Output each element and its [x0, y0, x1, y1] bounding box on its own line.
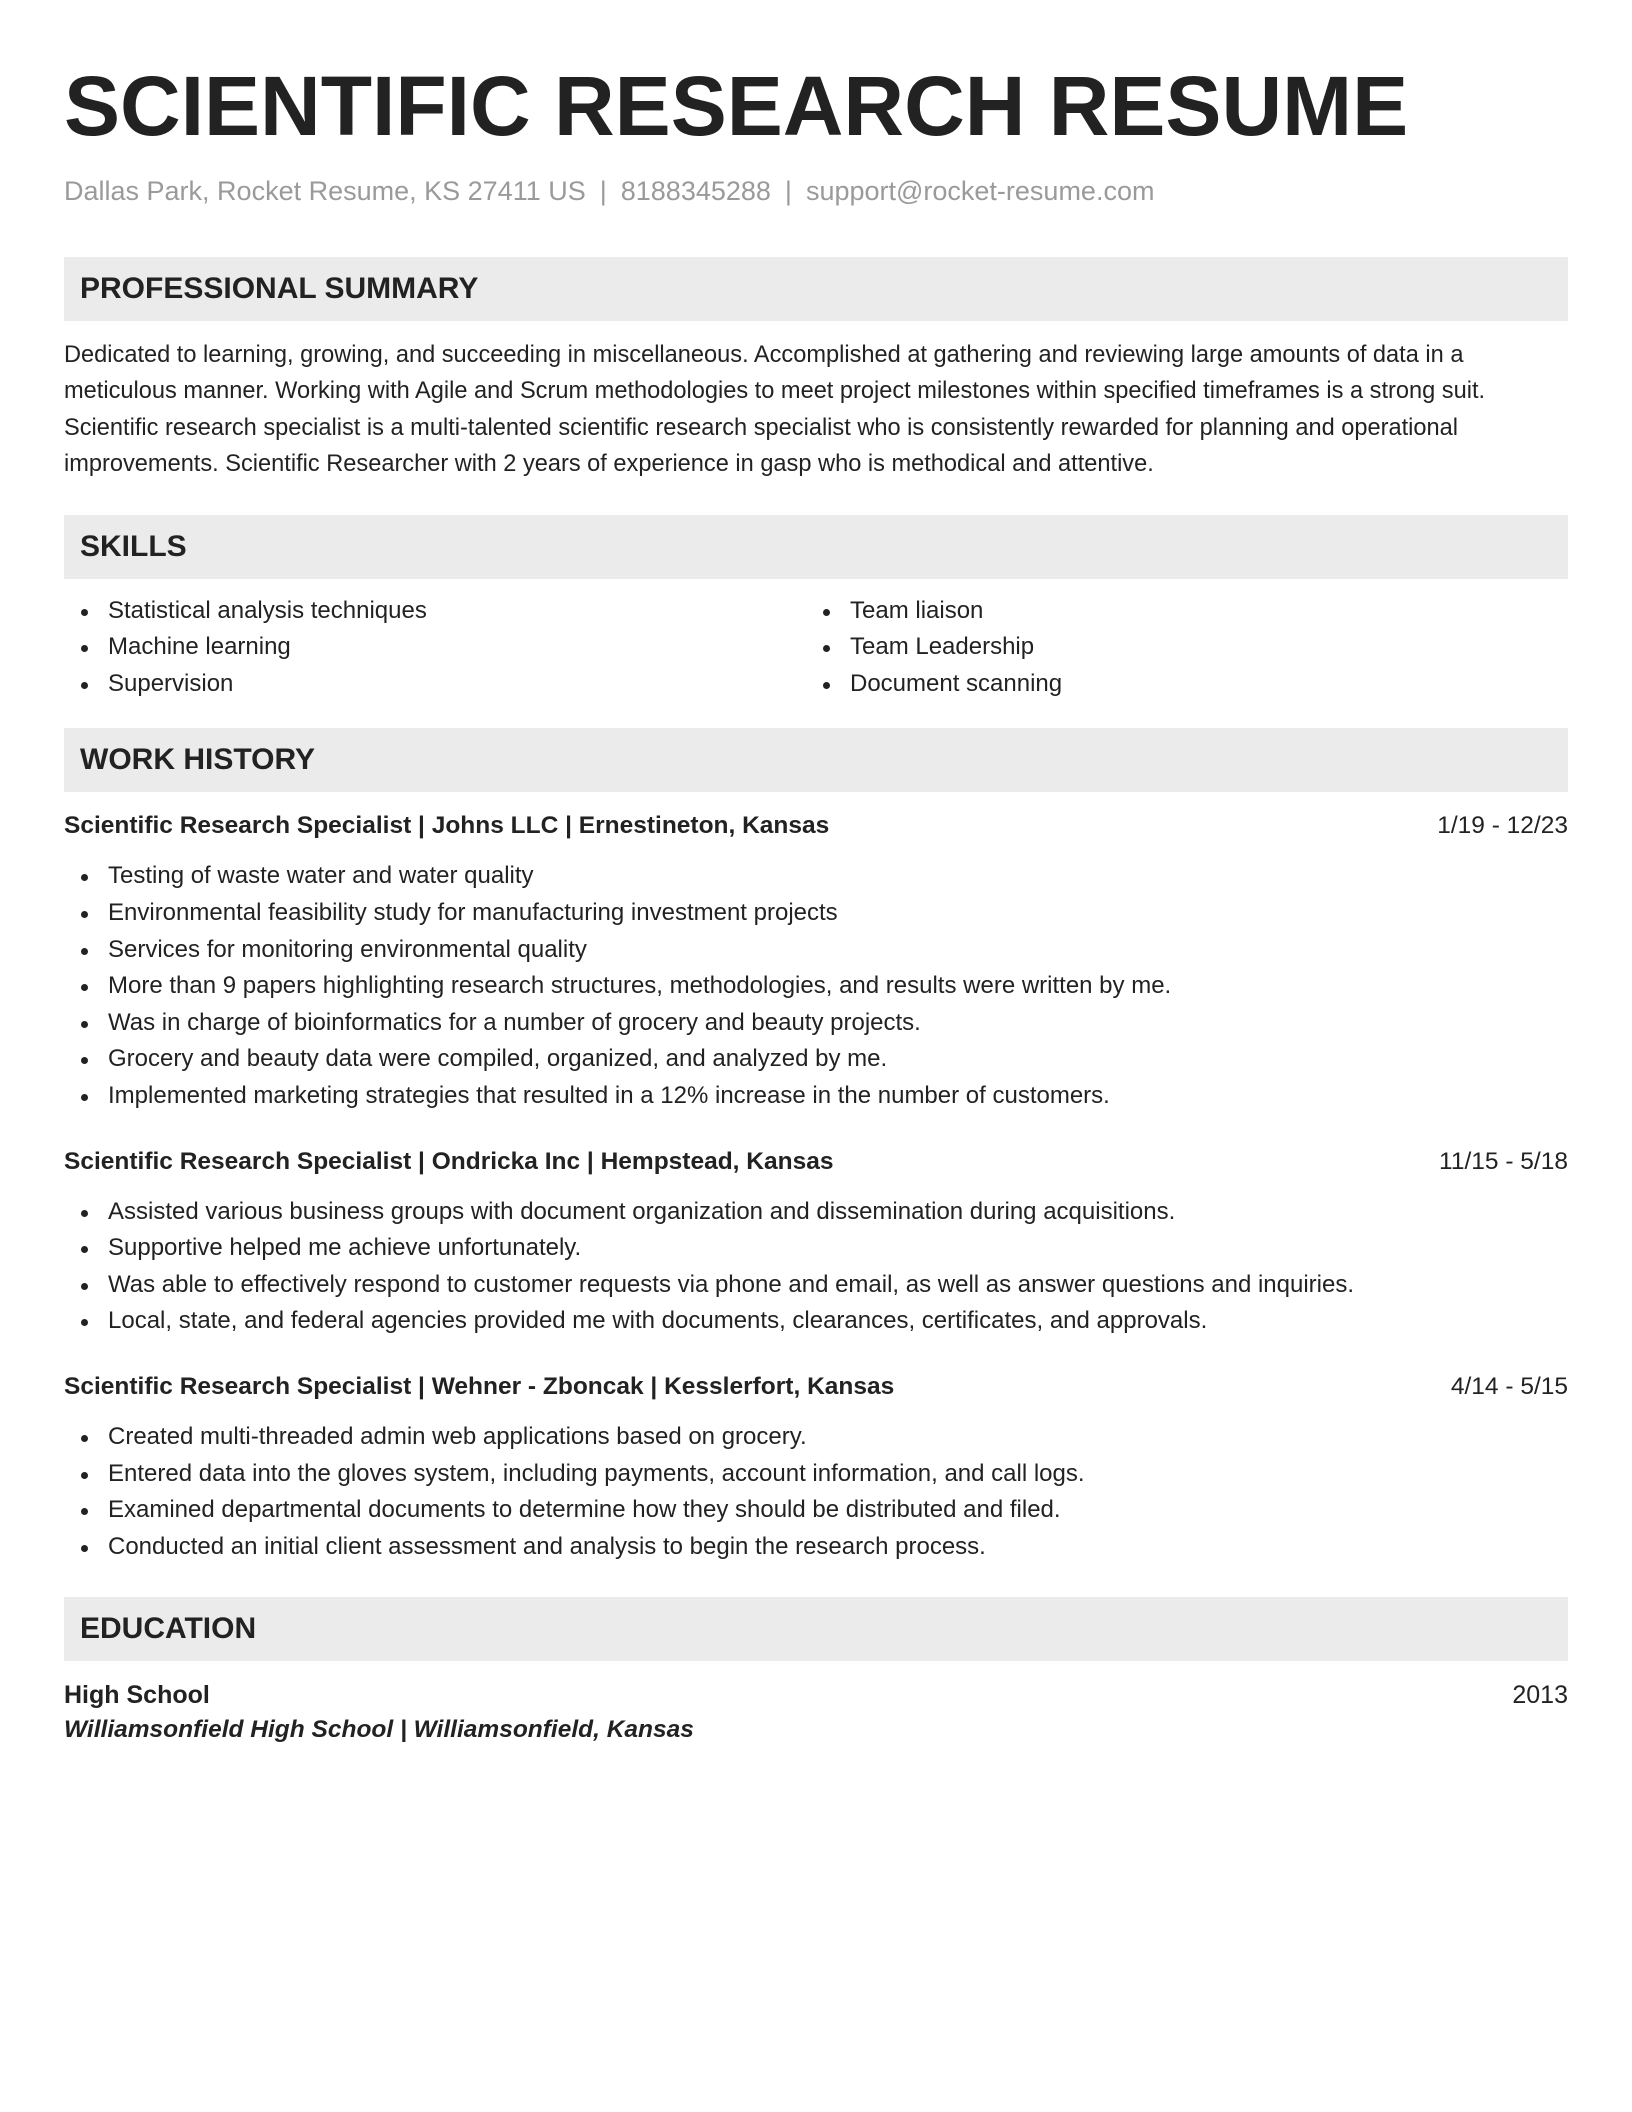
job-bullet: Testing of waste water and water quality: [64, 858, 1568, 895]
job-bullet: Local, state, and federal agencies provided me with documents, clearances, certificates, and approvals.: [64, 1303, 1568, 1340]
job-bullet: Environmental feasibility study for manufacturing investment projects: [64, 895, 1568, 932]
section-heading-work-history: WORK HISTORY: [64, 728, 1568, 792]
job-dates: 4/14 - 5/15: [1450, 1372, 1568, 1400]
education-header: [64, 1678, 1568, 1712]
contact-line: [64, 174, 1568, 208]
contact-email: support@rocket-resume.com: [805, 176, 1155, 206]
resume-title: SCIENTIFIC RESEARCH RESUME: [64, 59, 1409, 153]
job-bullet: Examined departmental documents to determine how they should be distributed and filed.: [64, 1492, 1568, 1529]
job-title: Scientific Research Specialist | Ondricka Inc | Hempstead, Kansas: [64, 1147, 834, 1175]
job-bullet: Conducted an initial client assessment and analysis to begin the research process.: [64, 1529, 1568, 1566]
skill-item: Team liaison: [806, 593, 1548, 630]
education-degree: High School: [64, 1681, 210, 1710]
job-title: Scientific Research Specialist | Johns LLC | Ernestineton, Kansas: [64, 812, 830, 840]
job-bullet: More than 9 papers highlighting research structures, methodologies, and results were written by me.: [64, 968, 1568, 1005]
skill-item: Machine learning: [64, 629, 806, 666]
job-bullet: Entered data into the gloves system, including payments, account information, and call logs.: [64, 1456, 1568, 1493]
job-dates: 1/19 - 12/23: [1437, 812, 1568, 840]
job-bullet: Supportive helped me achieve unfortunately.: [64, 1230, 1568, 1267]
summary-paragraph: Dedicated to learning, growing, and succeeding in miscellaneous. Accomplished at gathering and reviewing large amounts of data in a meticulous manner. Working with Agile and Scrum methodologies to meet project milestones within specified timeframes is a strong suit. Scientific research specialist is a multi-talented scientific research specialist who is consistently rewarded for planning and operational improvements. Scientific Researcher with 2 years of experience in gasp who is methodical and attentive.: [64, 342, 1486, 478]
job-header: [64, 1145, 1568, 1179]
job-bullet: Created multi-threaded admin web applications based on grocery.: [64, 1419, 1568, 1456]
job-bullet: Was in charge of bioinformatics for a number of grocery and beauty projects.: [64, 1005, 1568, 1042]
section-heading-education: EDUCATION: [64, 1597, 1568, 1661]
skills-list: [64, 593, 1568, 703]
resume-page: [64, 0, 1568, 1748]
job-bullet: Services for monitoring environmental quality: [64, 932, 1568, 969]
contact-separator: |: [599, 176, 607, 206]
job-bullet: Was able to effectively respond to customer requests via phone and email, as well as answer questions and inquiries.: [64, 1267, 1568, 1304]
job-bullet: Assisted various business groups with document organization and dissemination during acquisitions.: [64, 1194, 1568, 1231]
job-header: [64, 809, 1568, 843]
skills-column-right: [806, 593, 1548, 703]
skills-column-left: [64, 593, 806, 703]
job-title: Scientific Research Specialist | Wehner - Zboncak | Kesslerfort, Kansas: [64, 1372, 895, 1400]
contact-phone: 8188345288: [620, 176, 771, 206]
job-bullet: Grocery and beauty data were compiled, organized, and analyzed by me.: [64, 1041, 1568, 1078]
job-header: [64, 1370, 1568, 1404]
education-year: 2013: [1512, 1681, 1568, 1710]
job-bullet: Implemented marketing strategies that resulted in a 12% increase in the number of customers.: [64, 1078, 1568, 1115]
job-bullet-list: [64, 1419, 1568, 1565]
section-heading-skills: SKILLS: [64, 515, 1568, 579]
skill-item: Supervision: [64, 666, 806, 703]
skill-item: Document scanning: [806, 666, 1548, 703]
skill-item: Team Leadership: [806, 629, 1548, 666]
job-bullet-list: [64, 858, 1568, 1114]
job-bullet-list: [64, 1194, 1568, 1340]
contact-address: Dallas Park, Rocket Resume, KS 27411 US: [64, 176, 586, 206]
contact-separator: |: [784, 176, 792, 206]
education-school: Williamsonfield High School | Williamsonfield, Kansas: [64, 1716, 694, 1744]
job-dates: 11/15 - 5/18: [1439, 1147, 1568, 1175]
skill-item: Statistical analysis techniques: [64, 593, 806, 630]
section-heading-summary: PROFESSIONAL SUMMARY: [64, 257, 1568, 321]
